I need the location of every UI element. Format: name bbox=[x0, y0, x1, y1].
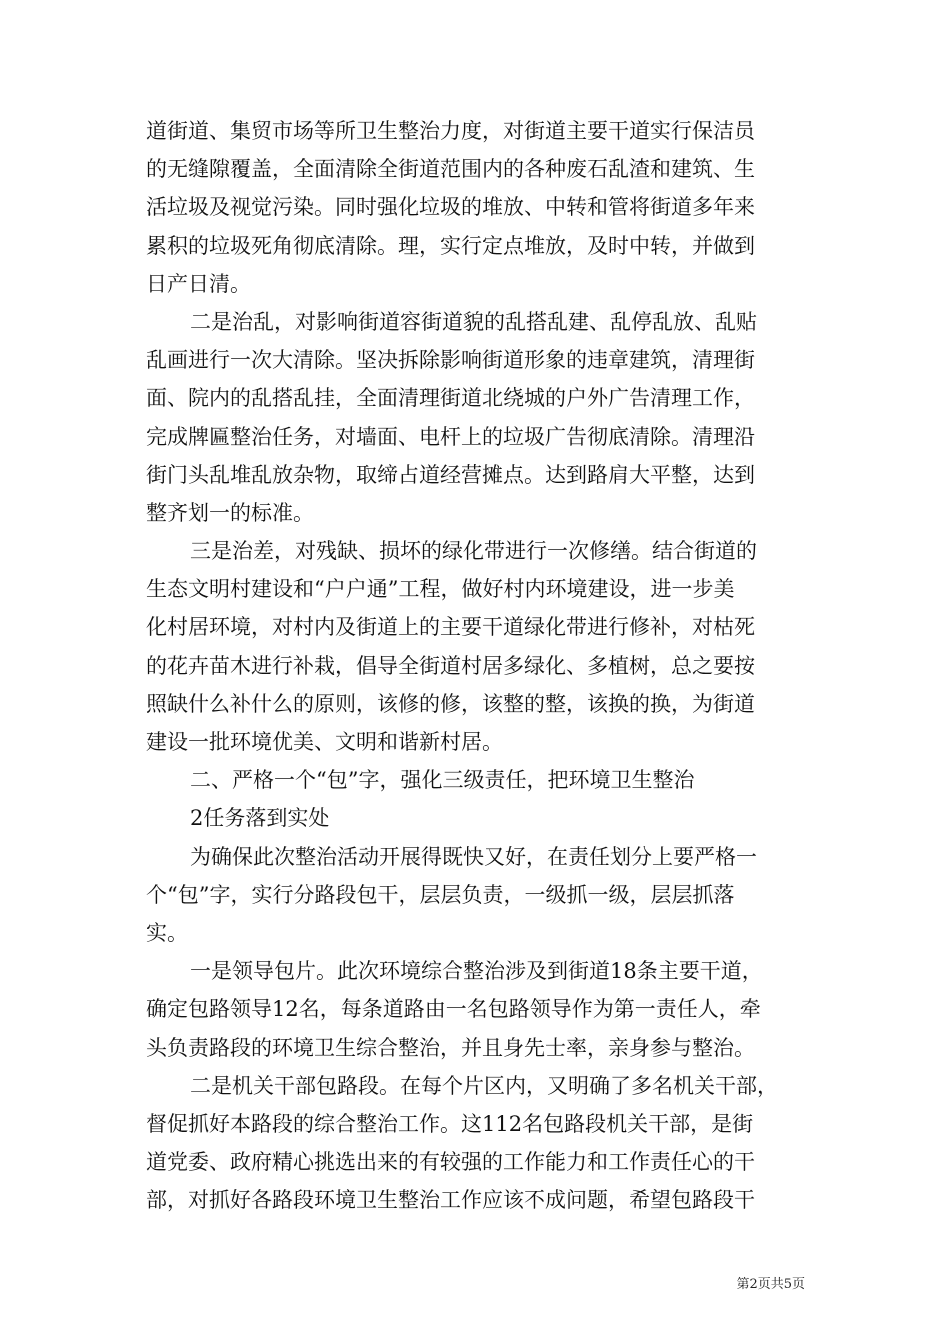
text-line: 照缺什么补什么的原则，该修的修，该整的整，该换的换，为街道 bbox=[146, 691, 755, 716]
text-line: 累积的垃圾死角彻底清除。理，实行定点堆放，及时中转，并做到 bbox=[146, 233, 755, 258]
text-line: 建设一批环境优美、文明和谐新村居。 bbox=[146, 730, 503, 754]
text-line: 乱画进行一次大清除。坚决拆除影响街道形象的违章建筑，清理街 bbox=[146, 348, 755, 373]
paragraph-start-line: 二是治乱，对影响街道容街道貌的乱搭乱建、乱停乱放、乱贴 bbox=[190, 309, 757, 334]
text-line: 部，对抓好各路段环境卫生整治工作应该不成问题，希望包路段干 bbox=[146, 1188, 755, 1213]
text-line: 生态文明村建设和“户户通”工程，做好村内环境建设，进一步美 bbox=[146, 577, 735, 602]
text-line: 确定包路领导12名，每条道路由一名包路领导作为第一责任人，牵 bbox=[146, 997, 761, 1022]
text-line: 的无缝隙覆盖，全面清除全街道范围内的各种废石乱渣和建筑、生 bbox=[146, 157, 755, 182]
text-line: 头负责路段的环境卫生综合整治，并且身先士率，亲身参与整治。 bbox=[146, 1035, 755, 1060]
text-line: 日产日清。 bbox=[146, 271, 251, 296]
text-line: 的花卉苗木进行补栽，倡导全街道村居多绿化、多植树，总之要按 bbox=[146, 653, 755, 678]
text-line: 完成牌匾整治任务，对墙面、电杆上的垃圾广告彻底清除。清理沿 bbox=[146, 424, 755, 449]
paragraph-start-line: 一是领导包片。此次环境综合整治涉及到街道18条主要干道， bbox=[190, 959, 763, 984]
document-body bbox=[146, 112, 812, 1219]
paragraph-start-line: 三是治差，对残缺、损坏的绿化带进行一次修缮。结合街道的 bbox=[190, 539, 757, 564]
text-line: 面、院内的乱搭乱挂，全面清理街道北绕城的户外广告清理工作， bbox=[146, 386, 755, 411]
section-heading-line: 二、严格一个“包”字，强化三级责任，把环境卫生整治 bbox=[190, 768, 695, 793]
text-line: 道街道、集贸市场等所卫生整治力度，对街道主要干道实行保洁员 bbox=[146, 119, 755, 143]
text-line: 整齐划一的标准。 bbox=[146, 500, 314, 525]
text-line: 实。 bbox=[146, 920, 188, 945]
text-line: 活垃圾及视觉污染。同时强化垃圾的堆放、中转和管将街道多年来 bbox=[146, 195, 755, 220]
text-line: 督促抓好本路段的综合整治工作。这112名包路段机关干部，是街 bbox=[146, 1111, 754, 1136]
text-line: 个“包”字，实行分路段包干，层层负责，一级抓一级，层层抓落 bbox=[146, 882, 735, 907]
text-line: 道党委、政府精心挑选出来的有较强的工作能力和工作责任心的干 bbox=[146, 1150, 755, 1175]
page-number: 第2页共5页 bbox=[736, 1277, 805, 1292]
text-line: 街门头乱堆乱放杂物，取缔占道经营摊点。达到路肩大平整，达到 bbox=[146, 462, 755, 487]
section-heading-line: 2任务落到实处 bbox=[190, 806, 330, 831]
paragraph-start-line: 二是机关干部包路段。在每个片区内，又明确了多名机关干部， bbox=[190, 1073, 778, 1098]
text-line: 化村居环境，对村内及街道上的主要干道绿化带进行修补，对枯死 bbox=[146, 615, 755, 640]
paragraph-start-line: 为确保此次整治活动开展得既快又好，在责任划分上要严格一 bbox=[190, 844, 757, 869]
